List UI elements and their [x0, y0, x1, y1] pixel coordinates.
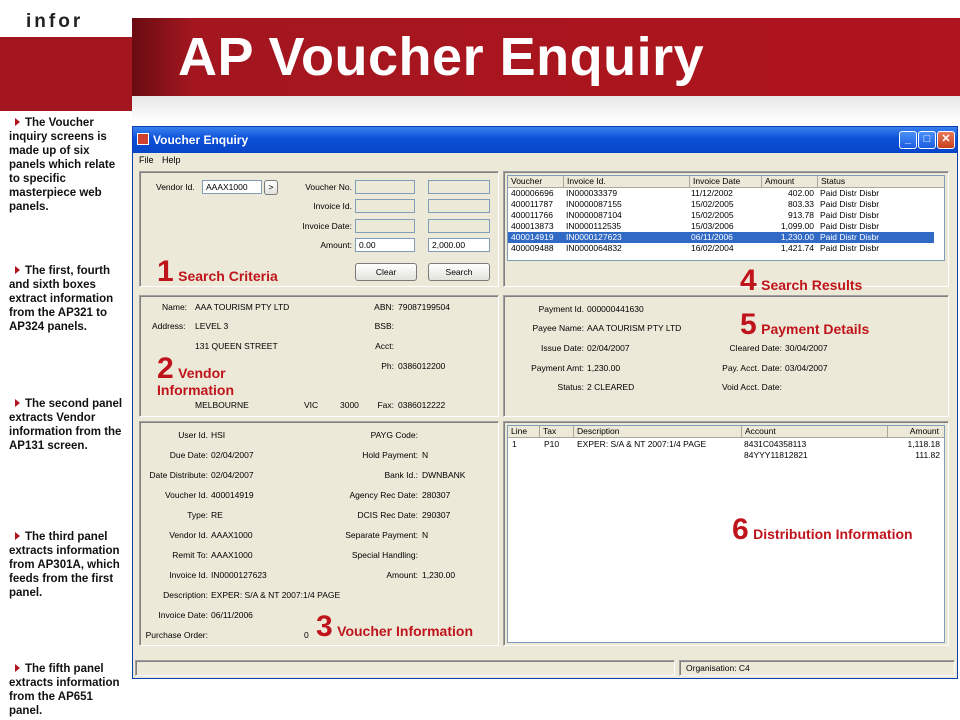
- due-date: 02/04/2007: [211, 450, 254, 460]
- invoice-date-label: Invoice Date:: [302, 221, 352, 231]
- payment-panel: [503, 295, 949, 417]
- voucher-enquiry-window: [132, 126, 958, 679]
- payment-amount-label: Payment Amt:: [531, 363, 584, 373]
- column-header[interactable]: Line: [508, 426, 540, 438]
- voucher-vendor-id: AAAX1000: [211, 530, 253, 540]
- column-header[interactable]: Amount: [762, 176, 818, 188]
- separate-payment-label: Separate Payment:: [345, 530, 418, 540]
- app-icon: [137, 133, 149, 145]
- voucher-invoice-label: Invoice Id.: [169, 570, 208, 580]
- column-header[interactable]: Account: [742, 426, 888, 438]
- type-label: Type:: [187, 510, 208, 520]
- arrow-icon: [15, 399, 20, 407]
- user-id: HSI: [211, 430, 226, 440]
- column-header[interactable]: Voucher: [508, 176, 564, 188]
- invoice-date-from-field[interactable]: [355, 219, 415, 233]
- amount-label: Amount:: [320, 240, 352, 250]
- amount-from-field[interactable]: 0.00: [355, 238, 415, 252]
- voucher-no-to-field[interactable]: [428, 180, 490, 194]
- arrow-icon: [15, 664, 20, 672]
- distribution-grid[interactable]: Line Tax Description Account Amount 1 P10 EXPER: S/A & NT 2007:1/4 PAGE 8431C04358113 1,118.18 84YYY11812821 111.82: [507, 425, 945, 643]
- payment-amount: 1,230.00: [587, 363, 621, 373]
- search-button[interactable]: Search: [428, 263, 490, 281]
- separate-payment: N: [422, 530, 429, 540]
- invoice-id-label: Invoice Id.: [313, 201, 352, 211]
- voucher-invoice-date-label: Invoice Date:: [158, 610, 208, 620]
- pay-acct-date: 03/04/2007: [785, 363, 828, 373]
- voucher-no-from-field[interactable]: [355, 180, 415, 194]
- invoice-id-to-field[interactable]: [428, 199, 490, 213]
- voucher-id-label: Voucher Id.: [164, 490, 208, 500]
- page-title: AP Voucher Enquiry: [178, 27, 705, 87]
- invoice-date-to-field[interactable]: [428, 219, 490, 233]
- void-acct-date-label: Void Acct. Date:: [721, 382, 782, 392]
- pay-acct-date-label: Pay. Acct. Date:: [722, 363, 782, 373]
- vendor-postcode: 3000: [340, 400, 359, 410]
- voucher-invoice-date: 06/11/2006: [211, 610, 253, 620]
- issue-date-label: Issue Date:: [541, 343, 584, 353]
- column-header[interactable]: Status: [818, 176, 945, 188]
- annotation-1: 1 Search Criteria: [157, 255, 278, 288]
- status-bar: [135, 660, 955, 676]
- organisation-status: Organisation: C4: [686, 663, 750, 673]
- voucher-id: 400014919: [211, 490, 254, 500]
- minimize-button[interactable]: _: [899, 131, 917, 149]
- cleared-date-label: Cleared Date:: [729, 343, 782, 353]
- infor-logo: [26, 10, 132, 32]
- special-handling-label: Special Handling:: [351, 550, 418, 560]
- vendor-state: VIC: [304, 400, 319, 410]
- vendor-id-field[interactable]: AAAX1000: [202, 180, 262, 194]
- banner-shadow: [132, 96, 960, 122]
- fax-value: 0386012222: [398, 400, 446, 410]
- sidebar-bullet: The first, fourth and sixth boxes extract information from the AP321 to AP324 panels.: [9, 265, 114, 333]
- fax-label: Fax:: [377, 400, 394, 410]
- voucher-no-label: Voucher No.: [305, 182, 352, 192]
- maximize-button[interactable]: □: [918, 131, 936, 149]
- menu-file[interactable]: File: [139, 155, 154, 165]
- payee-label: Payee Name:: [532, 323, 584, 333]
- payment-status-label: Status:: [557, 382, 584, 392]
- description-label: Description:: [163, 590, 208, 600]
- remit-to-label: Remit To:: [172, 550, 208, 560]
- payment-id-label: Payment Id.: [538, 304, 584, 314]
- sidebar-bullet: The third panel extracts information from AP301A, which feeds from the first panel.: [9, 531, 120, 599]
- address-line-2: 131 QUEEN STREET: [195, 341, 278, 351]
- dcis-rec-date: 290307: [422, 510, 451, 520]
- due-date-label: Due Date:: [169, 450, 208, 460]
- column-header[interactable]: Amount: [888, 426, 945, 438]
- hold-payment: N: [422, 450, 429, 460]
- svg-text:infor: infor: [26, 11, 84, 32]
- vendor-city: MELBOURNE: [195, 400, 249, 410]
- voucher-type: RE: [211, 510, 223, 520]
- clear-button[interactable]: Clear: [355, 263, 417, 281]
- purchase-order: 0: [304, 630, 309, 640]
- vendor-id-label: Vendor Id.: [156, 182, 195, 192]
- invoice-id-from-field[interactable]: [355, 199, 415, 213]
- status-pane: [135, 660, 675, 676]
- issue-date: 02/04/2007: [587, 343, 630, 353]
- column-header[interactable]: Tax: [540, 426, 574, 438]
- hold-payment-label: Hold Payment:: [362, 450, 418, 460]
- payment-id: 000000441630: [587, 304, 644, 314]
- annotation-3: 3 Voucher Information: [316, 610, 473, 643]
- close-button[interactable]: ✕: [937, 131, 955, 149]
- arrow-icon: [15, 532, 20, 540]
- agency-rec-date: 280307: [422, 490, 451, 500]
- abn-label: ABN:: [374, 302, 394, 312]
- annotation-2: 2 Vendor Information: [157, 352, 234, 398]
- acct-label: Acct:: [375, 341, 394, 351]
- sidebar-bullet: The second panel extracts Vendor information from the AP131 screen.: [9, 398, 123, 452]
- voucher-amount: 1,230.00: [422, 570, 456, 580]
- sidebar-bullet: The fifth panel extracts information from the AP651 panel.: [9, 663, 120, 717]
- date-distribute-label: Date Distribute:: [149, 470, 208, 480]
- abn-value: 79087199504: [398, 302, 451, 312]
- column-header[interactable]: Invoice Id.: [564, 176, 690, 188]
- column-header[interactable]: Description: [574, 426, 742, 438]
- menu-help[interactable]: Help: [162, 155, 181, 165]
- user-id-label: User Id.: [178, 430, 208, 440]
- phone-label: Ph:: [381, 361, 394, 371]
- bank-id: DWNBANK: [422, 470, 466, 480]
- window-titlebar[interactable]: [133, 127, 957, 153]
- annotation-6: 6 Distribution Information: [732, 513, 913, 546]
- phone-value: 0386012200: [398, 361, 446, 371]
- purchase-order-label: Purchase Order:: [145, 630, 208, 640]
- sidebar-bullet: The Voucher inquiry screens is made up of six panels which relate to specific masterpiece web panels.: [9, 117, 116, 213]
- address-line-1: LEVEL 3: [195, 321, 229, 331]
- payee-name: AAA TOURISM PTY LTD: [587, 323, 682, 333]
- window-title: Voucher Enquiry: [153, 133, 249, 147]
- vendor-lookup-button[interactable]: >: [264, 180, 278, 195]
- bsb-label: BSB:: [374, 321, 394, 331]
- annotation-5: 5 Payment Details: [740, 308, 870, 341]
- column-header[interactable]: Invoice Date: [690, 176, 762, 188]
- arrow-icon: [15, 266, 20, 274]
- payment-status: 2 CLEARED: [587, 382, 635, 392]
- arrow-icon: [15, 118, 20, 126]
- date-distribute: 02/04/2007: [211, 470, 254, 480]
- voucher-amount-label: Amount:: [386, 570, 418, 580]
- annotation-4: 4 Search Results: [740, 264, 863, 297]
- dcis-rec-date-label: DCIS Rec Date:: [357, 510, 418, 520]
- remit-to: AAAX1000: [211, 550, 253, 560]
- cleared-date: 30/04/2007: [785, 343, 828, 353]
- search-results-grid[interactable]: Voucher Invoice Id. Invoice Date Amount Status 400006696 IN000033379 11/12/2002 402.00 Paid Distr Disbr 400011787 IN0000087155 15/02/2005 803.33 Paid Distr Disbr 400011766 IN0000087104 15/02/2005 913.78 Paid Distr Disbr 400013873 IN0000112535 15/03/2006 1,099.00 Paid Distr Disbr 400014919 IN0000127623 06/11/2006 1,230.00 Paid Distr Disbr 400009488 IN0000064832 16/02/2004 1,421.74 Paid Distr Disbr: [507, 175, 945, 261]
- amount-to-field[interactable]: 2,000.00: [428, 238, 490, 252]
- voucher-invoice-id: IN0000127623: [211, 570, 267, 580]
- brand-block: [0, 37, 132, 111]
- bank-id-label: Bank Id.:: [384, 470, 418, 480]
- agency-rec-date-label: Agency Rec Date:: [349, 490, 418, 500]
- payg-code-label: PAYG Code:: [370, 430, 418, 440]
- vendor-name-label: Name:: [162, 302, 188, 312]
- voucher-vendor-label: Vendor Id.: [169, 530, 208, 540]
- status-pane-org: [679, 660, 955, 676]
- voucher-description: EXPER: S/A & NT 2007:1/4 PAGE: [211, 590, 341, 600]
- address-label: Address:: [152, 321, 186, 331]
- menu-bar: [133, 153, 957, 169]
- vendor-name: AAA TOURISM PTY LTD: [195, 302, 290, 312]
- search-results-panel: [503, 171, 949, 287]
